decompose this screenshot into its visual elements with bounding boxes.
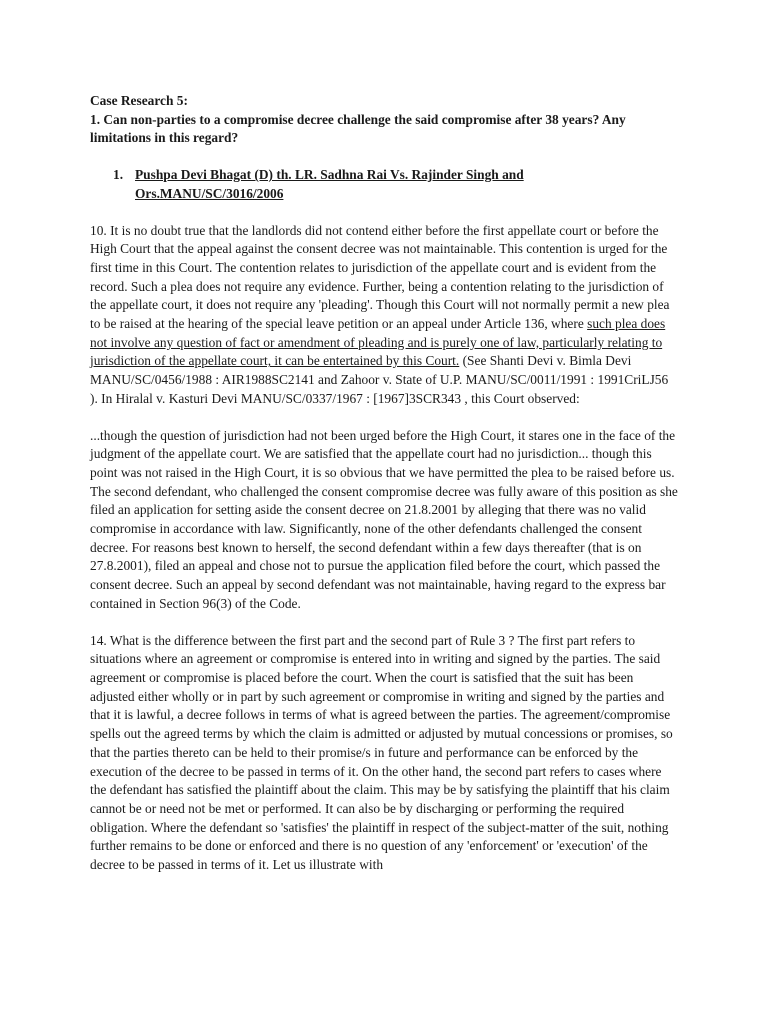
- paragraph-14: 14. What is the difference between the first part and the second part of Rule 3 ? The first part refers to situations where an agreement or compromise is entered into in writing and signed by the parties. The said agreement or compromise is placed before the court. When the court is satisfied that the suit has been adjusted either wholly or in part by such agreement or compromise in writing and signed by the parties and that it is lawful, a decree follows in terms of what is agreed between the parties. The agreement/compromise spells out the agreed terms by which the claim is admitted or adjusted by mutual concessions or promises, so that the parties thereto can be held to their promise/s in future and performance can be enforced by the execution of the decree to be passed in terms of it. On the other hand, the second part refers to cases where the defendant has satisfied the plaintiff about the claim. This may be by satisfying the plaintiff that his claim cannot be or need not be met or performed. It can also be by discharging or performing the required obligation. Where the defendant so 'satisfies' the plaintiff in respect of the subject-matter of the suit, nothing further remains to be done or enforced and there is no question of any 'enforcement' or 'execution' of the decree to be passed in terms of it. Let us illustrate with: [90, 632, 673, 873]
- research-question: 1. Can non-parties to a compromise decree challenge the said compromise after 38 years? Any limitations in this regard?: [90, 111, 626, 146]
- paragraph-10-text: 10. It is no doubt true that the landlords did not contend either before the first appellate court or before the High Court that the appeal against the consent decree was not maintainable. This contention is urged for the first time in this Court. The contention relates to jurisdiction of the appellate court and is evident from the record. Such a plea does not require any evidence. Further, being a contention relating to the jurisdiction of the appellate court, it does not require any 'pleading'. Though this Court will not normally permit a new plea to be raised at the hearing of the special leave petition or an appeal under Article 136, where: [90, 222, 670, 332]
- paragraph-10: [90, 222, 678, 409]
- second-defendant-paragraph: The second defendant, who challenged the consent compromise decree was fully aware of this position as she filed an application for setting aside the consent decree on 21.8.2001 by alleging that there was no valid compromise in accordance with law. Significantly, none of the other defendants challenged the consent decree. For reasons best known to herself, the second defendant within a few days thereafter (that is on 27.8.2001), filed an appeal and chose not to pursue the application filed before the court, which passed the consent decree. Such an appeal by second defendant was not maintainable, having regard to the express bar contained in Section 96(3) of the Code.: [90, 483, 678, 611]
- hiralal-quote: ...though the question of jurisdiction had not been urged before the High Court, it stares one in the face of the judgment of the appellate court. We are satisfied that the appellate court had no jurisdiction... though this point was not raised in the High Court, it is so obvious that we have permitted the plea to be raised before us.: [90, 427, 676, 480]
- paragraph-10-citations: (See Shanti Devi v. Bimla Devi MANU/SC/0456/1988 : AIR1988SC2141 and Zahoor v. State of U.P. MANU/SC/0011/1991 : 1991CriLJ56 ). In Hiralal v. Kasturi Devi MANU/SC/0337/1967 : [1967]3SCR343 , this Court observed:: [90, 353, 669, 406]
- case-research-title: Case Research 5:: [90, 93, 188, 108]
- document-body: [90, 92, 678, 875]
- case-citation: Pushpa Devi Bhagat (D) th. LR. Sadhna Rai Vs. Rajinder Singh and Ors.MANU/SC/3016/2006: [135, 167, 524, 201]
- case-number: 1.: [113, 167, 124, 183]
- case-list-item: [90, 166, 678, 203]
- underlined-holding: such plea does not involve any question of fact or amendment of pleading and is purely one of law, particularly relating to jurisdiction of the appellate court, it can be entertained by this Court.: [90, 316, 666, 369]
